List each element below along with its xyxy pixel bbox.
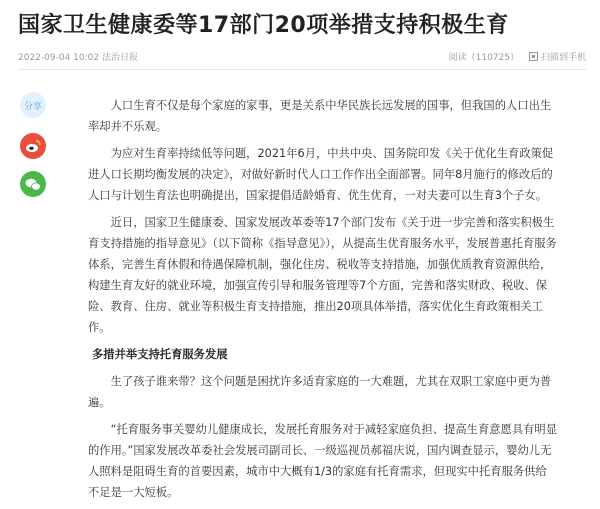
wechat-icon xyxy=(25,178,41,191)
weibo-icon xyxy=(25,139,41,153)
article-paragraph: 生了孩子谁来带？这个问题是困扰许多适育家庭的一大难题，尤其在双职工家庭中更为普遍。 xyxy=(88,375,552,409)
article-meta xyxy=(18,50,586,64)
date-source: 2022-09-04 10:02 法治日报 xyxy=(18,53,138,63)
header-divider xyxy=(18,69,586,70)
share-weibo-button[interactable] xyxy=(20,133,46,159)
share-label: 分享 xyxy=(23,101,42,112)
scan-to-phone-label: 扫描到手机 xyxy=(540,53,586,63)
article-paragraph: “托育服务事关婴幼儿健康成长，发展托育服务对于减轻家庭负担、提高生育意愿具有明显的作用。”国家发展改革委社会发展司副司长、一级巡视员郝福庆说，国内调查显示，婴幼儿无人照料是阻碍生育的首要因素，城市中大概有1/3的家庭有托育需求，但现实中托育服务供给不足是一大短板。 xyxy=(88,423,558,499)
article-title: 国家卫生健康委等17部门20项举措支持积极生育 xyxy=(18,13,509,38)
view-count: 阅读（110725） xyxy=(448,53,519,63)
article-paragraph: 为应对生育率持续低等问题，2021年6月，中共中央、国务院印发《关于优化生育政策促进人口长期均衡发展的决定》，对做好新时代人口工作作出全面部署。同年8月施行的修改后的人口与计划生育法也明确提出，国家提倡适龄婚育、优生优育，一对夫妻可以生育3个子女。 xyxy=(88,147,554,202)
section-heading: 多措并举支持托育服务发展 xyxy=(92,348,228,361)
share-button[interactable] xyxy=(20,92,46,118)
meta-right xyxy=(449,50,586,63)
share-wechat-button[interactable] xyxy=(20,171,46,197)
article-paragraph: 近日，国家卫生健康委、国家发展改革委等17个部门发布《关于进一步完善和落实积极生育支持措施的指导意见》（以下简称《指导意见》），从提高生优育服务水平，发展普惠托育服务体系，完善生育休假和待遇保障机制，强化住房、税收等支持措施，加强优质教育资源供给，构建生育友好的就业环境，加强宣传引导和服务管理等7个方面，完善和落实财政、税收、保险、教育、住房、就业等积极生育支持措施，推出20项具体举措，落实优化生育政策相关工作。 xyxy=(88,216,557,334)
qr-code-icon xyxy=(529,52,538,61)
article-paragraph: 人口生育不仅是每个家庭的家事，更是关系中华民族长远发展的国事，但我国的人口出生率却并不乐观。 xyxy=(88,99,552,133)
article-body xyxy=(88,95,558,509)
scan-to-phone-button[interactable] xyxy=(529,50,586,63)
